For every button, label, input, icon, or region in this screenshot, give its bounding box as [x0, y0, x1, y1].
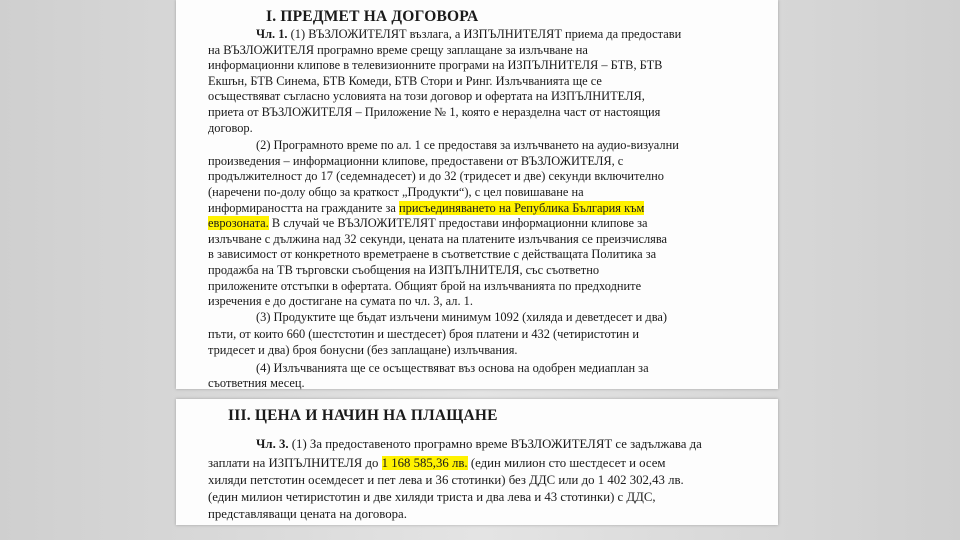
text-line: (един милион четиристотин и две хиляди триста и два лева и 43 стотинки) с ДДС, [208, 490, 656, 504]
text-line: продължителност до 17 (седемнадесет) и до 32 (тридесет и две) секунди включително [208, 169, 664, 184]
article-label: Чл. 3. [256, 437, 289, 451]
text-line: (3) Продуктите ще бъдат излъчени минимум 1092 (хиляда и деветдесет и два) [256, 309, 668, 324]
text-line: осъществяват съгласно условията на този договор и офертата на ИЗПЪЛНИТЕЛЯ, [208, 89, 645, 104]
text-line: продажба на ТВ търговски съобщения на ИЗПЪЛНИТЕЛЯ, със съответно [208, 263, 600, 277]
section-heading: III. ЦЕНА И НАЧИН НА ПЛАЩАНЕ [228, 407, 498, 424]
text-line: произведения – информационни клипове, предоставени от ВЪЗЛОЖИТЕЛЯ, с [208, 153, 624, 168]
section-heading: I. ПРЕДМЕТ НА ДОГОВОРА [266, 8, 479, 25]
highlighted-text: присъединяването на Република България към [399, 200, 645, 215]
text-line: (наречени по-долу общо за краткост „Продукти“), с цел повишаване на [208, 185, 584, 199]
text-line: представляващи цената на договора. [208, 507, 407, 521]
text-line: излъчване с дължина над 32 секунди, цената на платените излъчвания се преизчислява [208, 231, 668, 246]
text-line: Чл. 3. (1) За предоставеното програмно време ВЪЗЛОЖИТЕЛЯТ се задължава да [256, 437, 702, 451]
text-line: (2) Програмното време по ал. 1 се предоставя за излъчването на аудио-визуални [256, 138, 679, 153]
text-line: информационни клипове в телевизионните програми на ИЗПЪЛНИТЕЛЯ – БТВ, БТВ [208, 58, 663, 73]
text-line: пъти, от които 660 (шестстотин и шестдесет) броя платени и 432 (четиристотин и [208, 327, 639, 342]
highlighted-text: еврозоната. [208, 216, 269, 231]
text-line: приложените отстъпки в офертата. Общият брой на излъчванията по предходните [208, 278, 642, 293]
highlighted-amount: 1 168 585,36 лв. [381, 456, 468, 470]
text-line: Чл. 1. (1) ВЪЗЛОЖИТЕЛЯТ възлага, а ИЗПЪЛНИТЕЛЯТ приема да предостави [256, 27, 682, 41]
text-line: съответния месец. [208, 376, 305, 391]
text-line: заплати на ИЗПЪЛНИТЕЛЯ до 1 168 585,36 лв. (един милион сто шестдесет и осем [208, 456, 666, 470]
text-line: в зависимост от конкретното времетраене в съответствие с действащата Политика за [208, 247, 657, 262]
text-line: хиляди петстотин осемдесет и пет лева и 36 стотинки) без ДДС или до 1 402 302,43 лв. [208, 473, 684, 487]
text-line: тридесет и два) броя бонусни (без заплащане) излъчвания. [208, 343, 518, 357]
text-line: договор. [208, 120, 253, 135]
text-line: на ВЪЗЛОЖИТЕЛЯ програмно време срещу заплащане за излъчване на [208, 42, 588, 57]
text-line: изречения е до достигане на сумата по чл. 3, ал. 1. [208, 294, 473, 309]
text-line: Екшън, БТВ Синема, БТВ Комеди, БТВ Стори и Ринг. Излъчванията ще се [208, 73, 602, 88]
document-page-section-3 [176, 399, 778, 525]
document-page-section-1 [176, 0, 778, 389]
article-label: Чл. 1. [256, 27, 288, 41]
text-line: информираността на гражданите за присъединяването на Република България към [208, 200, 645, 215]
text-line: (4) Излъчванията ще се осъществяват въз основа на одобрен медиаплан за [256, 360, 649, 375]
text-line: приета от ВЪЗЛОЖИТЕЛЯ – Приложение № 1, която е неразделна част от настоящия [208, 105, 661, 119]
text-line: еврозоната. В случай че ВЪЗЛОЖИТЕЛЯТ предостави информационни клипове за [208, 216, 648, 231]
